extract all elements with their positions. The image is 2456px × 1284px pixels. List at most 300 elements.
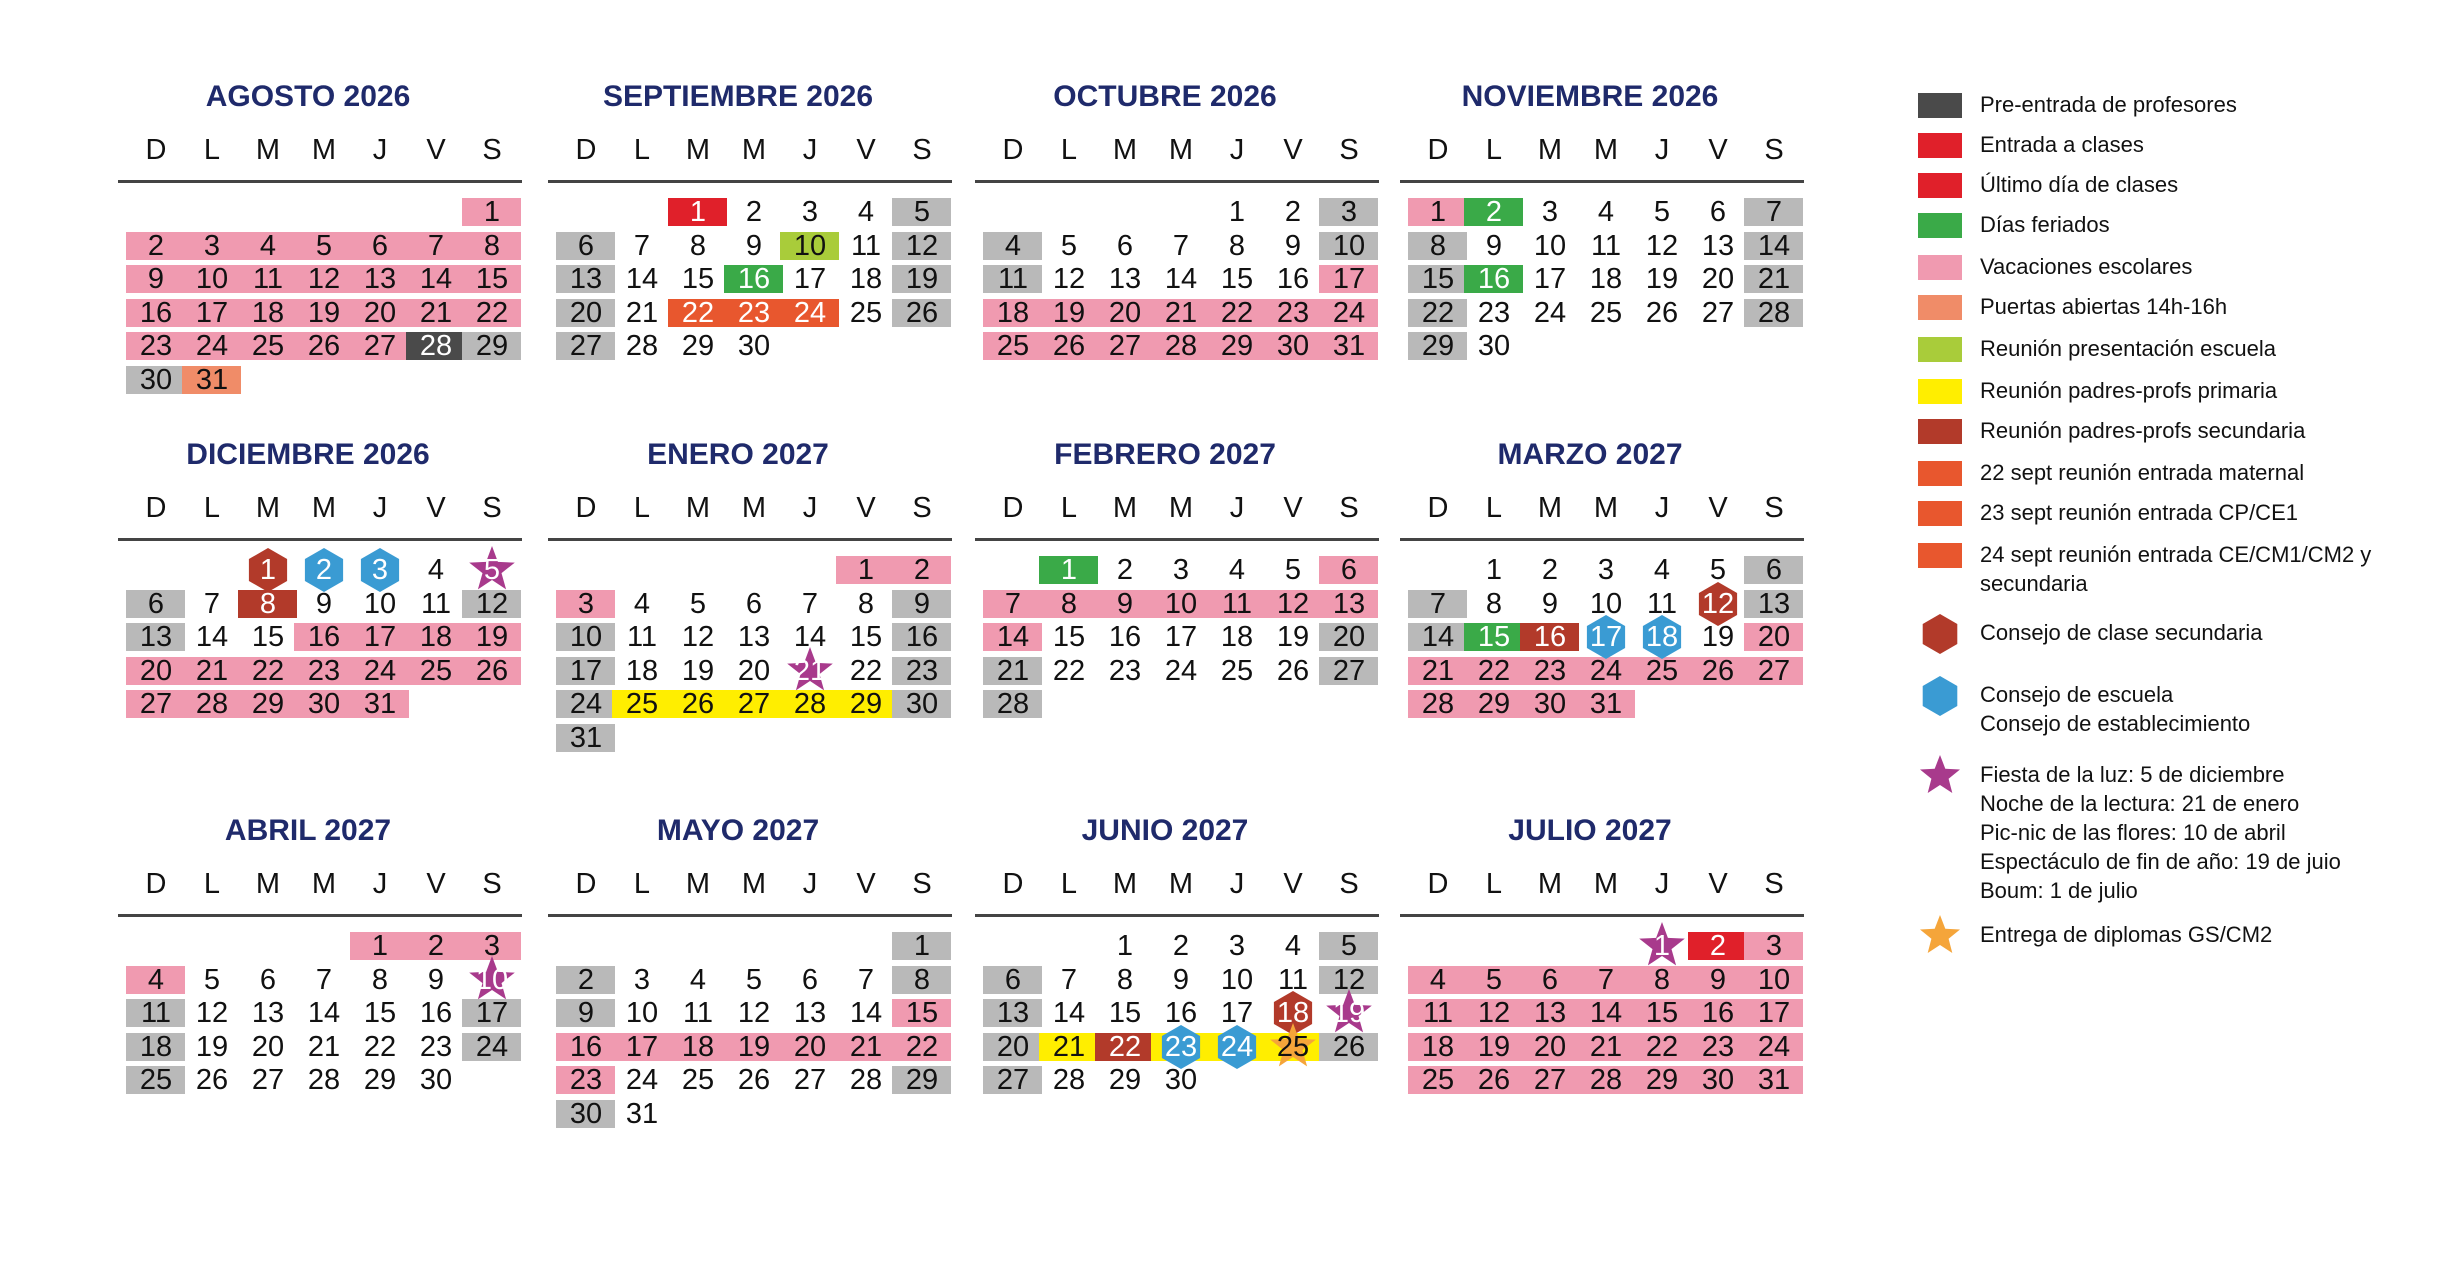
weekday-label: J bbox=[802, 868, 818, 900]
day-cell: 10 bbox=[363, 587, 397, 620]
legend-swatch bbox=[1918, 337, 1962, 362]
weekday-label: M bbox=[741, 134, 767, 166]
weekday-label: M bbox=[311, 134, 337, 166]
day-cell: 25 bbox=[1589, 296, 1623, 329]
day-cell: 30 bbox=[1701, 1064, 1735, 1096]
day-cell: 17 bbox=[793, 263, 827, 295]
day-cell: 22 bbox=[1220, 296, 1254, 329]
legend-label: Días feriados bbox=[1980, 212, 2110, 237]
weekday-label: D bbox=[1002, 134, 1024, 166]
day-cell: 24 bbox=[1533, 296, 1567, 329]
month-title: JULIO 2027 bbox=[1508, 814, 1672, 847]
day-cell: 7 bbox=[315, 963, 333, 996]
day-cell: 15 bbox=[475, 263, 509, 295]
weekday-label: S bbox=[1764, 492, 1784, 524]
day-cell: 4 bbox=[1004, 229, 1022, 262]
day-cell: 19 bbox=[905, 263, 939, 295]
weekday-label: S bbox=[1764, 868, 1784, 900]
weekday-label: D bbox=[1002, 868, 1024, 900]
month-title: DICIEMBRE 2026 bbox=[186, 438, 430, 471]
day-cell: 21 bbox=[195, 654, 229, 687]
day-cell: 21 bbox=[1421, 654, 1455, 687]
day-cell: 19 bbox=[1701, 621, 1735, 653]
day-cell: 26 bbox=[195, 1064, 229, 1096]
legend-swatch bbox=[1918, 255, 1962, 280]
day-cell: 18 bbox=[849, 263, 883, 295]
day-cell: 5 bbox=[745, 963, 763, 996]
day-cell: 15 bbox=[849, 621, 883, 653]
day-cell: 16 bbox=[139, 296, 173, 329]
day-cell: 24 bbox=[1589, 654, 1623, 687]
day-cell: 28 bbox=[996, 688, 1030, 720]
day-cell: 25 bbox=[1276, 1030, 1310, 1063]
weekday-label: V bbox=[1283, 492, 1303, 524]
day-cell: 7 bbox=[857, 963, 875, 996]
day-cell: 9 bbox=[1116, 587, 1134, 620]
weekday-label: D bbox=[575, 868, 597, 900]
day-cell: 10 bbox=[1533, 229, 1567, 262]
day-cell: 15 bbox=[251, 621, 285, 653]
weekday-label: D bbox=[1427, 492, 1449, 524]
day-cell: 2 bbox=[1172, 930, 1190, 962]
day-cell: 18 bbox=[419, 621, 453, 653]
weekday-label: J bbox=[1654, 868, 1670, 900]
day-cell: 13 bbox=[737, 621, 771, 653]
day-cell: 14 bbox=[1589, 997, 1623, 1029]
weekday-label: M bbox=[1537, 134, 1563, 166]
day-cell: 7 bbox=[1172, 229, 1190, 262]
day-cell: 24 bbox=[569, 688, 603, 720]
day-cell: 22 bbox=[475, 296, 509, 329]
day-cell: 21 bbox=[1589, 1030, 1623, 1063]
day-cell: 28 bbox=[1589, 1064, 1623, 1096]
day-cell: 12 bbox=[195, 997, 229, 1029]
day-cell: 28 bbox=[849, 1064, 883, 1096]
weekday-label: J bbox=[802, 492, 818, 524]
day-cell: 19 bbox=[1477, 1030, 1511, 1063]
weekday-label: V bbox=[426, 134, 446, 166]
weekday-label: M bbox=[1593, 492, 1619, 524]
weekday-label: M bbox=[685, 134, 711, 166]
day-cell: 14 bbox=[1052, 997, 1086, 1029]
day-cell: 17 bbox=[195, 296, 229, 329]
day-cell: 22 bbox=[1421, 296, 1455, 329]
day-cell: 25 bbox=[849, 296, 883, 329]
day-cell: 3 bbox=[1541, 196, 1559, 228]
day-cell: 6 bbox=[371, 229, 389, 262]
day-cell: 4 bbox=[857, 196, 875, 228]
day-cell: 10 bbox=[1164, 587, 1198, 620]
day-cell: 25 bbox=[996, 330, 1030, 362]
day-cell: 21 bbox=[625, 296, 659, 329]
day-cell: 15 bbox=[1645, 997, 1679, 1029]
weekday-label: V bbox=[856, 492, 876, 524]
day-cell: 28 bbox=[307, 1064, 341, 1096]
weekday-label: V bbox=[426, 868, 446, 900]
day-cell: 3 bbox=[371, 554, 389, 586]
day-cell: 20 bbox=[1701, 263, 1735, 295]
day-cell: 31 bbox=[569, 721, 603, 754]
day-cell: 16 bbox=[737, 263, 771, 295]
day-cell: 19 bbox=[1052, 296, 1086, 329]
header-rule bbox=[548, 538, 952, 541]
month-title: AGOSTO 2026 bbox=[205, 80, 411, 113]
day-cell: 21 bbox=[996, 654, 1030, 687]
legend-label: Reunión padres-profs secundaria bbox=[1980, 418, 2306, 443]
day-cell: 14 bbox=[419, 263, 453, 295]
day-cell: 10 bbox=[1589, 587, 1623, 620]
legend-swatch bbox=[1918, 501, 1962, 526]
weekday-label: L bbox=[1485, 868, 1503, 900]
legend-label: 24 sept reunión entrada CE/CM1/CM2 y secundaria bbox=[1980, 542, 2372, 596]
day-cell: 15 bbox=[1108, 997, 1142, 1029]
day-cell: 8 bbox=[483, 229, 501, 262]
weekday-label: S bbox=[912, 868, 932, 900]
day-cell: 7 bbox=[203, 587, 221, 620]
day-cell: 2 bbox=[1709, 930, 1727, 962]
day-cell: 14 bbox=[625, 263, 659, 295]
day-cell: 21 bbox=[1052, 1030, 1086, 1063]
day-cell: 2 bbox=[1116, 554, 1134, 586]
legend-swatch bbox=[1918, 461, 1962, 486]
day-cell: 28 bbox=[195, 688, 229, 720]
day-cell: 3 bbox=[203, 229, 221, 262]
legend-label: Fiesta de la luz: 5 de diciembre Noche de la lectura: 21 de enero Pic-nic de las flores: 10 de abril Espectáculo de fin de año: 19 de juio Boum: 1 de julio bbox=[1980, 762, 2341, 903]
day-cell: 24 bbox=[1332, 296, 1366, 329]
day-cell: 8 bbox=[1228, 229, 1246, 262]
day-cell: 11 bbox=[1422, 997, 1454, 1029]
legend-hexagon-icon bbox=[1918, 612, 1962, 656]
weekday-label: M bbox=[255, 492, 281, 524]
day-cell: 31 bbox=[1332, 330, 1366, 362]
day-cell: 20 bbox=[363, 296, 397, 329]
month-title: FEBRERO 2027 bbox=[1054, 438, 1276, 471]
day-cell: 21 bbox=[307, 1030, 341, 1063]
day-cell: 14 bbox=[996, 621, 1030, 653]
legend-swatch bbox=[1918, 133, 1962, 158]
weekday-label: D bbox=[145, 134, 167, 166]
day-cell: 7 bbox=[1004, 587, 1022, 620]
day-cell: 19 bbox=[307, 296, 341, 329]
day-cell: 1 bbox=[259, 554, 277, 586]
legend-label: Pre-entrada de profesores bbox=[1980, 92, 2237, 117]
day-cell: 13 bbox=[1332, 587, 1366, 620]
day-cell: 20 bbox=[1332, 621, 1366, 653]
day-cell: 27 bbox=[251, 1064, 285, 1096]
day-cell: 1 bbox=[913, 930, 931, 962]
day-cell: 11 bbox=[997, 263, 1029, 295]
day-cell: 23 bbox=[1701, 1030, 1735, 1063]
day-cell: 16 bbox=[1276, 263, 1310, 295]
day-cell: 16 bbox=[1164, 997, 1198, 1029]
day-cell: 24 bbox=[793, 296, 827, 329]
day-cell: 11 bbox=[682, 997, 714, 1029]
legend-swatch bbox=[1918, 543, 1962, 568]
day-cell: 1 bbox=[1116, 930, 1134, 962]
day-cell: 5 bbox=[1060, 229, 1078, 262]
weekday-label: V bbox=[1708, 868, 1728, 900]
day-cell: 20 bbox=[1533, 1030, 1567, 1063]
day-cell: 14 bbox=[307, 997, 341, 1029]
day-cell: 12 bbox=[905, 229, 939, 262]
day-cell: 4 bbox=[1228, 554, 1246, 586]
weekday-label: D bbox=[575, 134, 597, 166]
legend-label: Reunión presentación escuela bbox=[1980, 336, 2276, 361]
day-cell: 27 bbox=[569, 330, 603, 362]
day-cell: 21 bbox=[1164, 296, 1198, 329]
day-cell: 16 bbox=[1701, 997, 1735, 1029]
day-cell: 30 bbox=[737, 330, 771, 362]
day-cell: 20 bbox=[139, 654, 173, 687]
weekday-label: J bbox=[372, 134, 388, 166]
day-cell: 11 bbox=[140, 997, 172, 1029]
day-cell: 27 bbox=[1701, 296, 1735, 329]
weekday-label: M bbox=[685, 868, 711, 900]
weekday-label: D bbox=[1427, 134, 1449, 166]
day-cell: 24 bbox=[625, 1064, 659, 1096]
legend-label: Reunión padres-profs primaria bbox=[1980, 378, 2278, 403]
weekday-label: J bbox=[372, 868, 388, 900]
legend-label: 22 sept reunión entrada maternal bbox=[1980, 460, 2305, 485]
day-cell: 3 bbox=[801, 196, 819, 228]
header-rule bbox=[975, 180, 1379, 183]
day-cell: 1 bbox=[1228, 196, 1246, 228]
day-cell: 8 bbox=[689, 229, 707, 262]
day-cell: 15 bbox=[681, 263, 715, 295]
weekday-label: L bbox=[633, 492, 651, 524]
day-cell: 1 bbox=[483, 196, 501, 228]
weekday-label: M bbox=[255, 134, 281, 166]
month-title: MAYO 2027 bbox=[656, 814, 820, 847]
weekday-label: S bbox=[482, 492, 502, 524]
weekday-label: J bbox=[1229, 134, 1245, 166]
day-cell: 22 bbox=[849, 654, 883, 687]
day-cell: 23 bbox=[1276, 296, 1310, 329]
day-cell: 8 bbox=[857, 587, 875, 620]
day-cell: 2 bbox=[427, 930, 445, 962]
day-cell: 30 bbox=[1276, 330, 1310, 362]
day-cell: 17 bbox=[1164, 621, 1198, 653]
month-title: NOVIEMBRE 2026 bbox=[1461, 80, 1719, 113]
day-cell: 17 bbox=[363, 621, 397, 653]
weekday-label: V bbox=[1708, 134, 1728, 166]
day-cell: 7 bbox=[1765, 196, 1783, 228]
day-cell: 23 bbox=[1533, 654, 1567, 687]
weekday-label: J bbox=[1654, 134, 1670, 166]
weekday-label: L bbox=[203, 868, 221, 900]
day-cell: 22 bbox=[1108, 1030, 1142, 1063]
month-title: SEPTIEMBRE 2026 bbox=[602, 80, 874, 113]
day-cell: 23 bbox=[569, 1064, 603, 1096]
day-cell: 9 bbox=[1172, 963, 1190, 996]
weekday-label: D bbox=[575, 492, 597, 524]
day-cell: 4 bbox=[259, 229, 277, 262]
weekday-label: M bbox=[1593, 868, 1619, 900]
month-title: MARZO 2027 bbox=[1497, 438, 1683, 471]
day-cell: 22 bbox=[1052, 654, 1086, 687]
day-cell: 24 bbox=[1164, 654, 1198, 687]
day-cell: 12 bbox=[1332, 963, 1366, 996]
header-rule bbox=[975, 538, 1379, 541]
day-cell: 28 bbox=[625, 330, 659, 362]
day-cell: 4 bbox=[1429, 963, 1447, 996]
day-cell: 29 bbox=[363, 1064, 397, 1096]
header-rule bbox=[118, 180, 522, 183]
day-cell: 12 bbox=[1645, 229, 1679, 262]
day-cell: 9 bbox=[147, 263, 165, 295]
day-cell: 30 bbox=[419, 1064, 453, 1096]
day-cell: 31 bbox=[625, 1097, 659, 1130]
header-rule bbox=[1400, 538, 1804, 541]
day-cell: 3 bbox=[633, 963, 651, 996]
day-cell: 19 bbox=[195, 1030, 229, 1063]
day-cell: 14 bbox=[195, 621, 229, 653]
day-cell: 19 bbox=[475, 621, 509, 653]
day-cell: 12 bbox=[681, 621, 715, 653]
day-cell: 9 bbox=[1709, 963, 1727, 996]
day-cell: 30 bbox=[569, 1097, 603, 1130]
day-cell: 15 bbox=[1477, 621, 1511, 653]
header-rule bbox=[118, 914, 522, 917]
day-cell: 6 bbox=[1709, 196, 1727, 228]
day-cell: 26 bbox=[1332, 1030, 1366, 1063]
day-cell: 10 bbox=[625, 997, 659, 1029]
day-cell: 13 bbox=[793, 997, 827, 1029]
weekday-label: J bbox=[1654, 492, 1670, 524]
weekday-label: L bbox=[203, 492, 221, 524]
day-cell: 21 bbox=[1757, 263, 1791, 295]
weekday-label: L bbox=[1060, 868, 1078, 900]
day-cell: 20 bbox=[737, 654, 771, 687]
day-cell: 5 bbox=[1709, 554, 1727, 586]
day-cell: 7 bbox=[1597, 963, 1615, 996]
day-cell: 11 bbox=[1221, 587, 1253, 620]
day-cell: 16 bbox=[1533, 621, 1567, 653]
day-cell: 2 bbox=[1284, 196, 1302, 228]
day-cell: 27 bbox=[996, 1064, 1030, 1096]
day-cell: 17 bbox=[569, 654, 603, 687]
day-cell: 21 bbox=[849, 1030, 883, 1063]
day-cell: 22 bbox=[251, 654, 285, 687]
legend-star-icon bbox=[1918, 914, 1962, 958]
day-cell: 19 bbox=[1332, 997, 1366, 1029]
day-cell: 27 bbox=[793, 1064, 827, 1096]
day-cell: 4 bbox=[147, 963, 165, 996]
day-cell: 16 bbox=[905, 621, 939, 653]
day-cell: 20 bbox=[1757, 621, 1791, 653]
month-title: ABRIL 2027 bbox=[224, 814, 392, 847]
day-cell: 12 bbox=[1701, 587, 1735, 620]
day-cell: 15 bbox=[363, 997, 397, 1029]
day-cell: 1 bbox=[371, 930, 389, 962]
day-cell: 8 bbox=[1116, 963, 1134, 996]
day-cell: 2 bbox=[745, 196, 763, 228]
day-cell: 13 bbox=[251, 997, 285, 1029]
day-cell: 13 bbox=[1108, 263, 1142, 295]
day-cell: 27 bbox=[1533, 1064, 1567, 1096]
day-cell: 4 bbox=[689, 963, 707, 996]
weekday-label: L bbox=[1485, 492, 1503, 524]
day-cell: 18 bbox=[1645, 621, 1679, 653]
day-cell: 2 bbox=[1485, 196, 1503, 228]
day-cell: 10 bbox=[1332, 229, 1366, 262]
legend-label: Último día de clases bbox=[1980, 172, 2179, 197]
day-cell: 4 bbox=[633, 587, 651, 620]
day-cell: 16 bbox=[1477, 263, 1511, 295]
day-cell: 27 bbox=[1757, 654, 1791, 687]
day-cell: 22 bbox=[363, 1030, 397, 1063]
day-cell: 13 bbox=[1757, 587, 1791, 620]
day-cell: 1 bbox=[1060, 554, 1078, 586]
weekday-label: V bbox=[1283, 134, 1303, 166]
legend-swatch bbox=[1918, 295, 1962, 320]
day-cell: 25 bbox=[251, 330, 285, 362]
day-cell: 13 bbox=[1701, 229, 1735, 262]
day-cell: 6 bbox=[801, 963, 819, 996]
day-cell: 28 bbox=[1757, 296, 1791, 329]
day-cell: 21 bbox=[793, 654, 827, 687]
day-cell: 18 bbox=[1421, 1030, 1455, 1063]
day-cell: 8 bbox=[1429, 229, 1447, 262]
day-cell: 9 bbox=[427, 963, 445, 996]
day-cell: 29 bbox=[681, 330, 715, 362]
day-cell: 25 bbox=[681, 1064, 715, 1096]
day-cell: 10 bbox=[793, 229, 827, 262]
day-cell: 28 bbox=[793, 688, 827, 720]
day-cell: 9 bbox=[913, 587, 931, 620]
day-cell: 22 bbox=[681, 296, 715, 329]
day-cell: 29 bbox=[1477, 688, 1511, 720]
day-cell: 26 bbox=[475, 654, 509, 687]
day-cell: 20 bbox=[1108, 296, 1142, 329]
weekday-label: S bbox=[1339, 134, 1359, 166]
day-cell: 7 bbox=[633, 229, 651, 262]
day-cell: 17 bbox=[1757, 997, 1791, 1029]
day-cell: 3 bbox=[1228, 930, 1246, 962]
day-cell: 14 bbox=[1164, 263, 1198, 295]
day-cell: 26 bbox=[307, 330, 341, 362]
weekday-label: V bbox=[1708, 492, 1728, 524]
day-cell: 6 bbox=[745, 587, 763, 620]
day-cell: 15 bbox=[1052, 621, 1086, 653]
day-cell: 10 bbox=[569, 621, 603, 653]
day-cell: 25 bbox=[1645, 654, 1679, 687]
weekday-label: L bbox=[203, 134, 221, 166]
day-cell: 16 bbox=[307, 621, 341, 653]
day-cell: 6 bbox=[1541, 963, 1559, 996]
day-cell: 6 bbox=[147, 587, 165, 620]
weekday-label: J bbox=[372, 492, 388, 524]
day-cell: 17 bbox=[625, 1030, 659, 1063]
day-cell: 7 bbox=[1060, 963, 1078, 996]
weekday-label: L bbox=[633, 868, 651, 900]
day-cell: 11 bbox=[850, 229, 882, 262]
legend-label: Vacaciones escolares bbox=[1980, 254, 2193, 279]
day-cell: 25 bbox=[625, 688, 659, 720]
day-cell: 6 bbox=[259, 963, 277, 996]
day-cell: 15 bbox=[1421, 263, 1455, 295]
day-cell: 23 bbox=[905, 654, 939, 687]
day-cell: 2 bbox=[577, 963, 595, 996]
day-cell: 12 bbox=[1276, 587, 1310, 620]
day-cell: 6 bbox=[1116, 229, 1134, 262]
day-cell: 13 bbox=[363, 263, 397, 295]
day-cell: 5 bbox=[913, 196, 931, 228]
weekday-label: D bbox=[145, 492, 167, 524]
day-cell: 18 bbox=[1220, 621, 1254, 653]
day-cell: 19 bbox=[1276, 621, 1310, 653]
day-cell: 2 bbox=[147, 229, 165, 262]
